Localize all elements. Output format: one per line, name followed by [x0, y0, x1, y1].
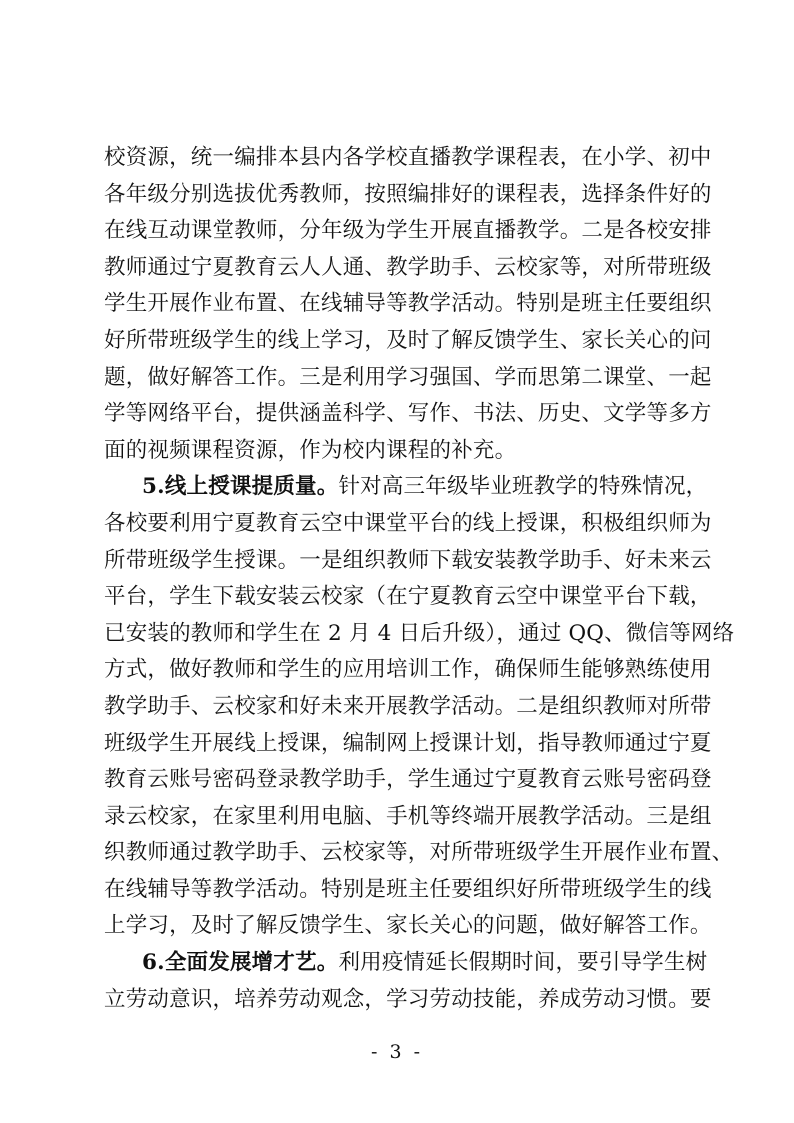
text-line: 学生开展作业布置、在线辅导等教学活动。特别是班主任要组织	[104, 291, 712, 317]
section-6-heading: 6.全面发展增才艺。	[142, 950, 339, 976]
text-line: 录云校家，在家里利用电脑、手机等终端开展教学活动。三是组	[104, 803, 712, 829]
text-line: 教学助手、云校家和好未来开展教学活动。二是组织教师对所带	[104, 693, 712, 719]
text-line: 织教师通过教学助手、云校家等，对所带班级学生开展作业布置、	[104, 840, 734, 866]
section-6-paragraph	[104, 945, 712, 1018]
text-line: 面的视频课程资源，作为校内课程的补充。	[104, 437, 517, 463]
text-line: 上学习，及时了解反馈学生、家长关心的问题，做好解答工作。	[104, 913, 712, 939]
section-5-heading: 5.线上授课提质量。	[142, 474, 339, 500]
text-line: 已安装的教师和学生在 2 月 4 日后升级），通过 QQ、微信等网络	[104, 620, 735, 646]
text-line: 教师通过宁夏教育云人人通、教学助手、云校家等，对所带班级	[104, 254, 712, 280]
text-line: 立劳动意识，培养劳动观念，学习劳动技能，养成劳动习惯。要	[104, 986, 712, 1012]
section-5-paragraph	[104, 469, 735, 945]
text-line: 在线互动课堂教师，分年级为学生开展直播教学。二是各校安排	[104, 218, 712, 244]
page-number: - 3 -	[370, 1041, 423, 1063]
text-line: 教育云账号密码登录教学助手，学生通过宁夏教育云账号密码登	[104, 767, 712, 793]
text-line: 题，做好解答工作。三是利用学习强国、学而思第二课堂、一起	[104, 364, 712, 390]
text-line: 方式，做好教师和学生的应用培训工作，确保师生能够熟练使用	[104, 657, 712, 683]
body-text	[104, 140, 735, 1018]
text-line: 在线辅导等教学活动。特别是班主任要组织好所带班级学生的线	[104, 876, 712, 902]
text-line: 学等网络平台，提供涵盖科学、写作、书法、历史、文学等多方	[104, 401, 712, 427]
section-5-intro: 针对高三年级毕业班教学的特殊情况，	[338, 474, 708, 500]
section-6-intro: 利用疫情延长假期时间，要引导学生树	[338, 950, 708, 976]
text-line: 所带班级学生授课。一是组织教师下载安装教学助手、好未来云	[104, 547, 712, 573]
text-line: 班级学生开展线上授课，编制网上授课计划，指导教师通过宁夏	[104, 730, 712, 756]
section-5-first-line	[104, 469, 708, 506]
paragraph-continued	[104, 140, 712, 469]
section-6-first-line	[104, 945, 708, 982]
text-line: 平台，学生下载安装云校家（在宁夏教育云空中课堂平台下载，	[104, 584, 712, 610]
text-line: 各年级分别选拔优秀教师，按照编排好的课程表，选择条件好的	[104, 181, 712, 207]
text-line: 好所带班级学生的线上学习，及时了解反馈学生、家长关心的问	[104, 327, 712, 353]
text-line: 各校要利用宁夏教育云空中课堂平台的线上授课，积极组织师为	[104, 510, 712, 536]
text-line: 校资源，统一编排本县内各学校直播教学课程表，在小学、初中	[104, 145, 712, 170]
